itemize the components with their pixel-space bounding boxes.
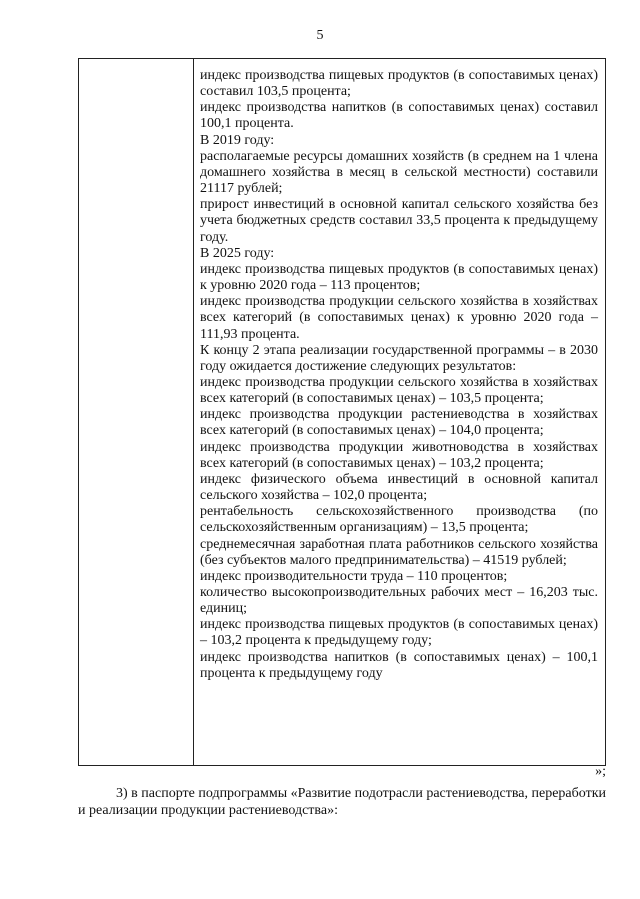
table-paragraph: индекс производства продукции сельского хозяйства в хозяйствах всех категорий (в сопоставимых ценах) к уровню 2020 года – 111,93 процента.: [200, 294, 598, 342]
passport-table: [78, 58, 606, 766]
table-paragraph: индекс производства пищевых продуктов (в сопоставимых ценах) составил 103,5 процента;: [200, 68, 598, 100]
table-paragraph: В 2019 году:: [200, 132, 275, 148]
table-border-left: [78, 59, 79, 765]
table-paragraph: индекс производства продукции животноводства в хозяйствах всех категорий (в сопоставимых ценах) – 103,2 процента;: [200, 439, 598, 471]
closing-quote-mark: »;: [595, 764, 606, 779]
table-paragraph: В 2025 году:: [200, 245, 275, 261]
table-paragraph: индекс производства продукции растениеводства в хозяйствах всех категорий (в сопоставимых ценах) – 104,0 процента;: [200, 407, 598, 439]
table-paragraph: К концу 2 этапа реализации государственной программы – в 2030 году ожидается достижение следующих результатов:: [200, 342, 598, 374]
table-paragraph: индекс физического объема инвестиций в основной капитал сельского хозяйства – 102,0 процента;: [200, 471, 598, 504]
table-paragraph: индекс производительности труда – 110 процентов;: [200, 568, 508, 584]
table-paragraph: индекс производства пищевых продуктов (в сопоставимых ценах) – 103,2 процента к предыдущему году;: [200, 617, 598, 649]
table-paragraph: рентабельность сельскохозяйственного производства (по сельскохозяйственным организациям) – 13,5 процента;: [200, 504, 598, 536]
table-column-divider: [193, 59, 194, 765]
table-paragraph: индекс производства продукции сельского хозяйства в хозяйствах всех категорий (в сопоставимых ценах) – 103,5 процента;: [200, 374, 598, 407]
body-paragraph: 3) в паспорте подпрограммы «Развитие подотрасли растениеводства, переработки и реализации продукции растениеводства»:: [78, 786, 606, 818]
table-paragraph: количество высокопроизводительных рабочих мест – 16,203 тыс. единиц;: [200, 585, 598, 617]
table-paragraph: располагаемые ресурсы домашних хозяйств (в среднем на 1 члена домашнего хозяйства в месяц в сельской местности) составили 21117 рублей;: [200, 148, 598, 197]
table-border-right: [605, 59, 606, 765]
table-content-cell: [200, 68, 598, 682]
table-paragraph: индекс производства напитков (в сопоставимых ценах) составил 100,1 процента.: [200, 100, 598, 132]
table-paragraph: индекс производства пищевых продуктов (в сопоставимых ценах) к уровню 2020 года – 113 процентов;: [200, 261, 598, 294]
table-paragraph: среднемесячная заработная плата работников сельского хозяйства (без субъектов малого предпринимательства) – 41519 рублей;: [200, 536, 598, 568]
table-paragraph: прирост инвестиций в основной капитал сельского хозяйства без учета бюджетных средств составил 33,5 процента к предыдущему году.: [200, 197, 598, 245]
table-paragraph: индекс производства напитков (в сопоставимых ценах) – 100,1 процента к предыдущему году: [200, 649, 598, 681]
page-number: 5: [316, 28, 324, 43]
